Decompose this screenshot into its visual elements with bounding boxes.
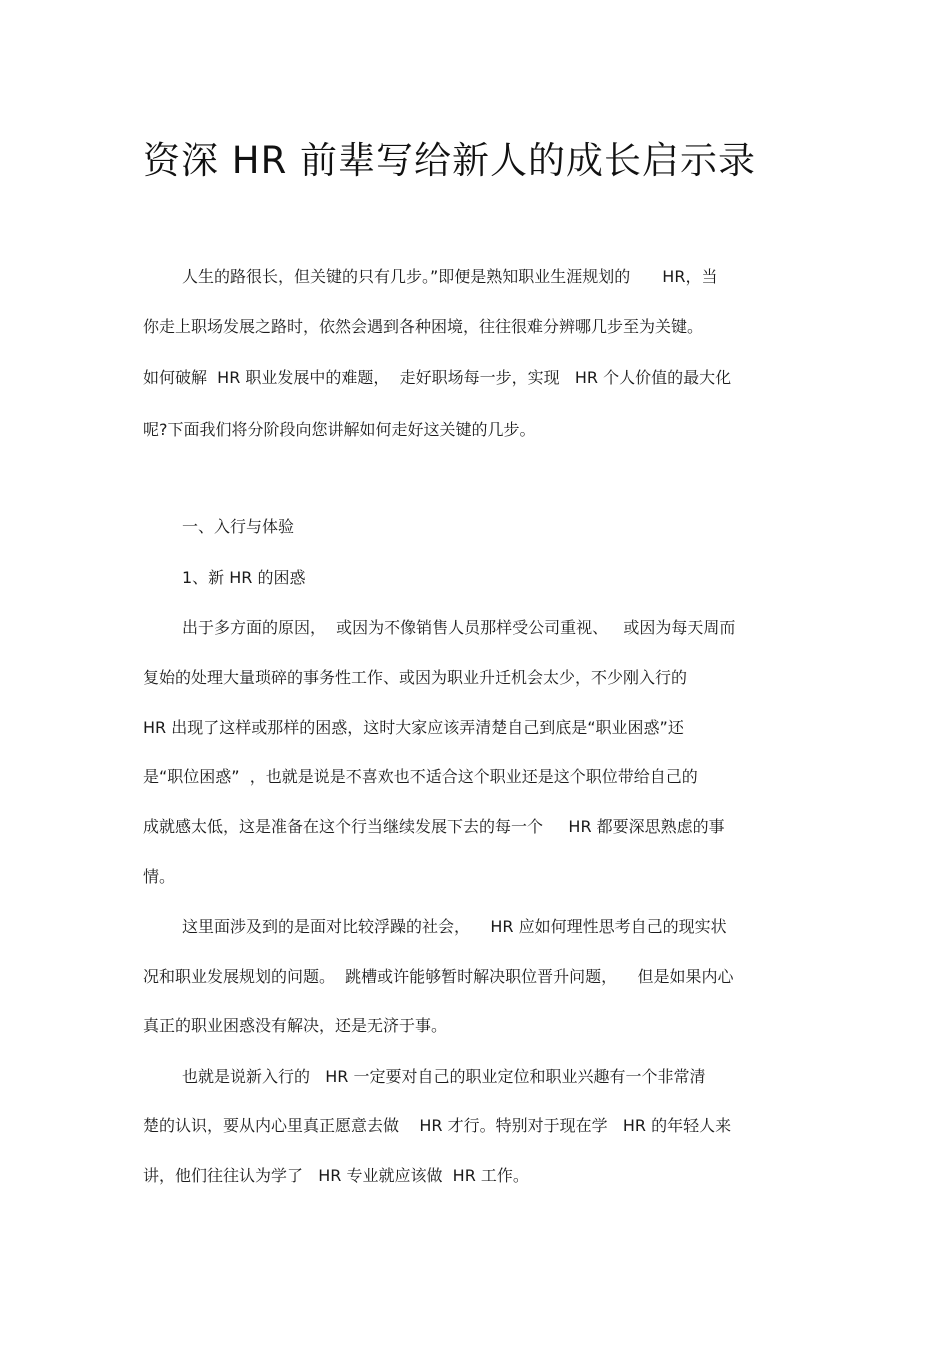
subsection-heading: 1、新 HR 的困惑 <box>182 568 306 587</box>
intro-line-1: 人生的路很长，但关键的只有几步。”即便是熟知职业生涯规划的 HR，当 <box>182 267 718 286</box>
para3-line-2: 楚的认识，要从内心里真正愿意去做 HR 才行。特别对于现在学 HR 的年轻人来 <box>143 1116 732 1135</box>
para3-line-1: 也就是说新入行的 HR 一定要对自己的职业定位和职业兴趣有一个非常清 <box>182 1067 706 1086</box>
para2-line-3: 真正的职业困惑没有解决，还是无济于事。 <box>143 1016 448 1035</box>
document-title: 资深 HR 前辈写给新人的成长启示录 <box>143 139 757 182</box>
intro-line-3: 如何破解 HR 职业发展中的难题， 走好职场每一步，实现 HR 个人价值的最大化 <box>143 368 732 387</box>
para3-line-3: 讲，他们往往认为学了 HR 专业就应该做 HR 工作。 <box>143 1166 529 1185</box>
section-heading: 一、入行与体验 <box>182 517 295 536</box>
para2-line-1: 这里面涉及到的是面对比较浮躁的社会， HR 应如何理性思考自己的现实状 <box>182 917 727 936</box>
para1-line-6: 情。 <box>143 867 176 886</box>
para1-line-1: 出于多方面的原因， 或因为不像销售人员那样受公司重视、 或因为每天周而 <box>182 618 736 637</box>
para1-line-3: HR 出现了这样或那样的困惑，这时大家应该弄清楚自己到底是“职业困惑”还 <box>143 718 684 737</box>
intro-line-4: 呢?下面我们将分阶段向您讲解如何走好这关键的几步。 <box>143 420 536 439</box>
para1-line-5: 成就感太低，这是准备在这个行当继续发展下去的每一个 HR 都要深思熟虑的事 <box>143 817 725 836</box>
para1-line-4: 是“职位困惑” ，也就是说是不喜欢也不适合这个职业还是这个职位带给自己的 <box>143 767 698 786</box>
para1-line-2: 复始的处理大量琐碎的事务性工作、或因为职业升迁机会太少，不少刚入行的 <box>143 668 688 687</box>
para2-line-2: 况和职业发展规划的问题。 跳槽或许能够暂时解决职位晋升问题， 但是如果内心 <box>143 967 734 986</box>
intro-line-2: 你走上职场发展之路时，依然会遇到各种困境，往往很难分辨哪几步至为关键。 <box>143 317 704 336</box>
